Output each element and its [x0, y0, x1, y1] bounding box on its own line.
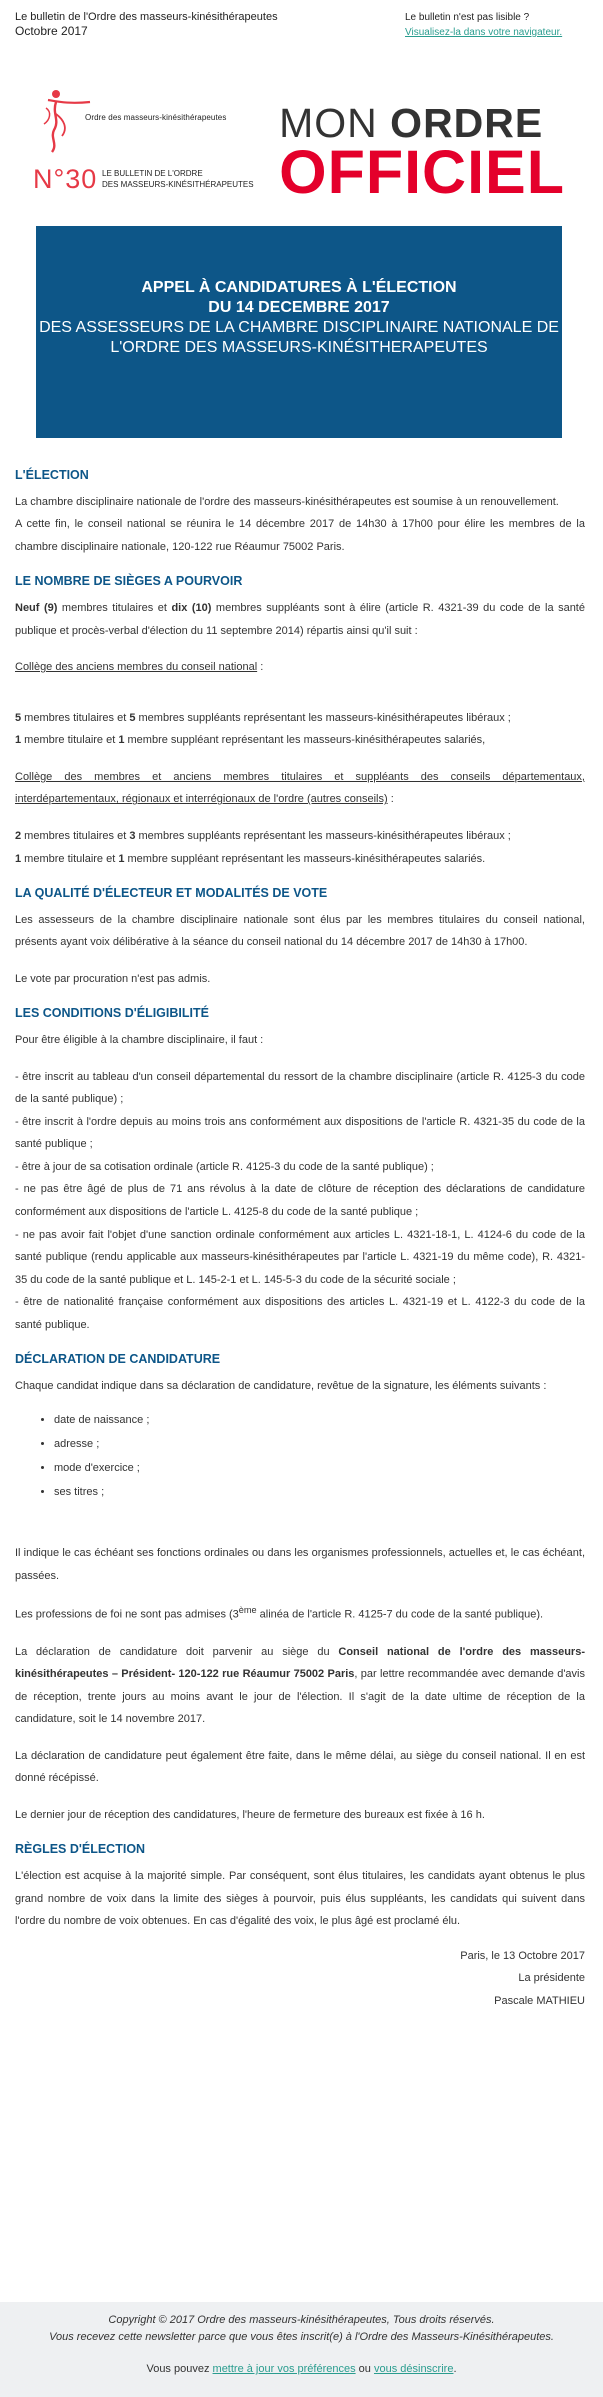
footer-text: Vous pouvez	[146, 2363, 213, 2376]
section-title-election: L'ÉLECTION	[15, 468, 89, 482]
brand-mon: MON	[279, 100, 391, 146]
declaration-list	[54, 1408, 585, 1505]
list-item: • ses titres ;	[54, 1480, 585, 1504]
paragraph: Le vote par procuration n'est pas admis.	[15, 972, 211, 985]
paragraph: La chambre disciplinaire nationale de l'ordre des masseurs-kinésithérapeutes est soumise à un renouvellement.	[15, 495, 559, 508]
college-1-line: 5 membres titulaires et 5 membres suppléants représentant les masseurs-kinésithérapeutes libéraux ;	[15, 711, 511, 724]
college-2-heading: Collège des membres et anciens membres titulaires et suppléants des conseils départementaux, interdépartementaux, régionaux et interrégionaux de l'ordre (autres conseils) :	[15, 770, 585, 806]
paragraph: Pour être éligible à la chambre disciplinaire, il faut :	[15, 1034, 264, 1047]
paragraph: La déclaration de candidature doit parvenir au siège du Conseil national de l'ordre des masseurs-kinésithérapeutes – Président- 120-122 rue Réaumur 75002 Paris, par lettre recommandée avec demande d'avis de réception, trente jours au moins avant le jour de l'élection. Il s'agit de la date ultime de réception de la candidature, soit le 14 novembre 2017.	[15, 1645, 585, 1726]
update-preferences-link[interactable]: mettre à jour vos préférences	[212, 2363, 356, 2376]
list-item: • adresse ;	[54, 1432, 585, 1456]
issue-label-line2: DES MASSEURS-KINÉSITHÉRAPEUTES	[102, 179, 254, 189]
condition-item: - être de nationalité française conformément aux dispositions des articles L. 4321-19 et L. 4122-3 du code de la santé publique.	[15, 1296, 585, 1331]
paragraph: Il indique le cas échéant ses fonctions ordinales ou dans les organismes professionnels, actuelles et, le cas échéant, passées.	[15, 1547, 585, 1582]
paragraph: La déclaration de candidature peut également être faite, dans le même délai, au siège du conseil national. Il en est donné récépissé.	[15, 1749, 585, 1785]
view-in-browser-link[interactable]: Visualisez-la dans votre navigateur.	[405, 27, 563, 38]
paragraph: L'élection est acquise à la majorité simple. Par conséquent, sont élus titulaires, les candidats ayant obtenus le plus grand nombre de voix dans la limite des sièges à pourvoir, puis élus suppléants, les candidats qui suivent dans l'ordre du nombre de voix obtenues. En cas d'égalité des voix, le plus âgé est proclamé élu.	[15, 1870, 585, 1928]
section-title-qualite: LA QUALITÉ D'ÉLECTEUR ET MODALITÉS DE VOTE	[15, 886, 328, 901]
banner-line3: DES ASSESSEURS DE LA CHAMBRE DISCIPLINAIRE NATIONALE DE L'ORDRE DES MASSEURS-KINÉSITHERAPEUTES	[39, 319, 559, 356]
paragraph: Neuf (9) membres titulaires et dix (10) membres suppléants sont à élire (article R. 4321-39 du code de la santé publique et procès-verbal d'élection du 11 septembre 2014) répartis ainsi qu'il suit :	[15, 602, 585, 637]
condition-item: - être inscrit au tableau d'un conseil départemental du ressort de la chambre disciplinaire (article R. 4125-3 du code de la santé publique) ;	[15, 1070, 585, 1106]
paragraph: A cette fin, le conseil national se réunira le 14 décembre 2017 de 14h30 à 17h00 pour élire les membres de la chambre disciplinaire nationale, 120-122 rue Réaumur 75002 Paris.	[15, 518, 585, 553]
list-item: • mode d'exercice ;	[54, 1456, 585, 1480]
footer-text: .	[453, 2363, 457, 2376]
section-title-declaration: DÉCLARATION DE CANDIDATURE	[15, 1352, 221, 1367]
brand-title	[279, 100, 565, 206]
signature-role: La présidente	[518, 1972, 585, 1985]
footer-text: ou	[355, 2363, 374, 2376]
signature-date: Paris, le 13 Octobre 2017	[460, 1949, 585, 1962]
college-2-line: 1 membre titulaire et 1 membre suppléant représentant les masseurs-kinésithérapeutes salariés.	[15, 852, 486, 865]
preheader	[0, 0, 603, 68]
footer-links	[0, 2361, 603, 2378]
signature-block	[15, 1945, 585, 2013]
section-title-conditions: LES CONDITIONS D'ÉLIGIBILITÉ	[15, 1006, 209, 1021]
footer	[0, 2302, 603, 2397]
college-1-heading: Collège des anciens membres du conseil national :	[15, 661, 264, 674]
brand-officiel: OFFICIEL	[279, 138, 565, 206]
unsubscribe-link[interactable]: vous désinscrire	[373, 2363, 454, 2376]
condition-item: - ne pas avoir fait l'objet d'une sanction ordinale conformément aux articles L. 4321-18-1, L. 4124-6 du code de la santé publique (rendu applicable aux masseurs-kinésithérapeutes par l'article L. 4321-19 du même code), R. 4321-35 du code de la santé publique et L. 145-2-1 et L. 145-5-3 du code de la sécurité sociale ;	[15, 1228, 585, 1286]
section-title-sieges: LE NOMBRE DE SIÈGES A POURVOIR	[15, 574, 243, 589]
banner-line1: APPEL À CANDIDATURES À L'ÉLECTION	[141, 279, 457, 296]
issue-label	[102, 169, 254, 191]
preheader-left	[15, 10, 278, 40]
banner-line2: DU 14 DECEMBRE 2017	[208, 299, 390, 316]
footer-reason: Vous recevez cette newsletter parce que vous êtes inscrit(e) à l'Ordre des Masseurs-Kinésithérapeutes.	[49, 2331, 554, 2344]
list-item: • date de naissance ;	[54, 1408, 585, 1432]
footer-legal	[0, 2312, 603, 2346]
college-1-line: 1 membre titulaire et 1 membre suppléant représentant les masseurs-kinésithérapeutes salariés,	[15, 734, 486, 747]
section-title-regles: RÈGLES D'ÉLECTION	[15, 1842, 146, 1857]
paragraph: Chaque candidat indique dans sa déclaration de candidature, revêtue de la signature, les éléments suivants :	[15, 1380, 547, 1393]
article-body	[0, 438, 603, 2013]
condition-item: - être inscrit à l'ordre depuis au moins trois ans conformément aux dispositions de l'article R. 4321-35 du code de la santé publique ;	[15, 1115, 585, 1151]
condition-item: - être à jour de sa cotisation ordinale (article R. 4125-3 du code de la santé publique) ;	[15, 1160, 434, 1173]
bulletin-name: Le bulletin de l'Ordre des masseurs-kinésithérapeutes	[15, 11, 278, 23]
paragraph: Le dernier jour de réception des candidatures, l'heure de fermeture des bureaux est fixée à 16 h.	[15, 1808, 485, 1821]
masthead	[0, 68, 603, 206]
footer-copyright: Copyright © 2017 Ordre des masseurs-kinésithérapeutes, Tous droits réservés.	[108, 2314, 495, 2326]
signature-name: Pascale MATHIEU	[494, 1994, 585, 2007]
issue-label-line1: LE BULLETIN DE L'ORDRE	[102, 169, 203, 178]
issue-number: N°30	[33, 164, 98, 194]
brand-ordre: ORDRE	[390, 100, 544, 146]
preheader-right	[405, 10, 562, 40]
unreadable-text: Le bulletin n'est pas lisible ?	[405, 12, 530, 23]
paragraph: Les professions de foi ne sont pas admises (3ème alinéa de l'article R. 4125-7 du code de la santé publique).	[15, 1605, 544, 1622]
hero-banner	[36, 226, 562, 438]
paragraph: Les assesseurs de la chambre disciplinaire nationale sont élus par les membres titulaires du conseil national, présents ayant voix délibérative à la séance du conseil national du 14 décembre 2017 de 14h30 à 17h00.	[15, 913, 585, 949]
condition-item: - ne pas être âgé de plus de 71 ans révolus à la date de clôture de réception des déclarations de candidature conformément aux dispositions de l'article L. 4125-8 du code de la santé publique ;	[15, 1183, 585, 1219]
college-2-line: 2 membres titulaires et 3 membres suppléants représentant les masseurs-kinésithérapeutes libéraux ;	[15, 829, 511, 842]
org-name: Ordre des masseurs-kinésithérapeutes	[85, 113, 227, 122]
issue-month: Octobre 2017	[15, 24, 88, 39]
